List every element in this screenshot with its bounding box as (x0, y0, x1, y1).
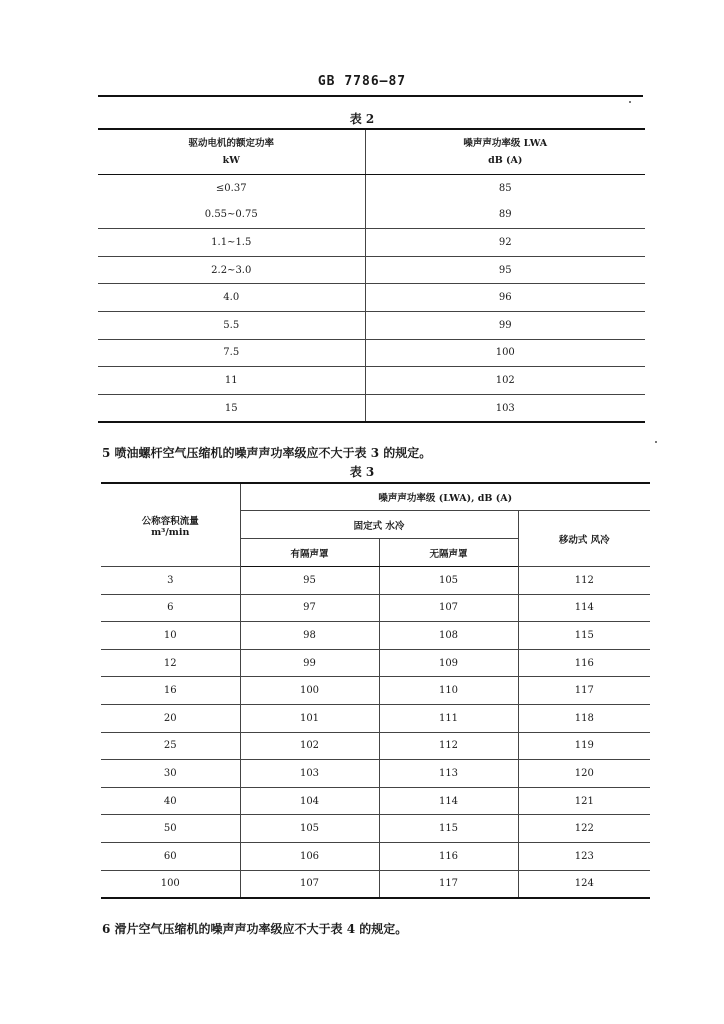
table3-cell-mobile: 116 (518, 649, 650, 677)
table2-cell-noise: 100 (365, 339, 645, 367)
table2-cell-power: 0.55~0.75 (98, 202, 365, 229)
table3-cell-without-hood: 113 (379, 760, 518, 788)
table3-cell-mobile: 118 (518, 704, 650, 732)
table-row (98, 394, 645, 422)
table3-header-noise-group: 噪声声功率级 (LWA), dB (A) (240, 483, 650, 511)
table3-cell-with-hood: 101 (240, 704, 379, 732)
table3-header-flow-label: 公称容积流量 (141, 515, 199, 527)
scan-speck (655, 441, 657, 443)
table3-cell-mobile: 112 (518, 567, 650, 595)
table3-cell-with-hood: 100 (240, 677, 379, 705)
table-row (98, 256, 645, 284)
table3-cell-without-hood: 111 (379, 704, 518, 732)
table3-cell-without-hood: 116 (379, 842, 518, 870)
table3-cell-flow: 100 (101, 870, 240, 898)
table-row (101, 842, 650, 870)
table2-cell-noise: 96 (365, 284, 645, 312)
table3-cell-without-hood: 117 (379, 870, 518, 898)
table3-body (101, 567, 650, 899)
table-row (101, 649, 650, 677)
table3-cell-flow: 20 (101, 704, 240, 732)
table2 (98, 128, 645, 423)
table2-cell-power: 7.5 (98, 339, 365, 367)
table3-cell-mobile: 114 (518, 594, 650, 622)
table3-cell-with-hood: 106 (240, 842, 379, 870)
table-row (98, 175, 645, 202)
table3-header-without-hood: 无隔声罩 (379, 539, 518, 567)
table3-cell-flow: 3 (101, 567, 240, 595)
table2-header-noise-label: 噪声声功率级 LWA (463, 138, 548, 149)
table-row (101, 567, 650, 595)
table2-cell-power: 5.5 (98, 311, 365, 339)
table2-cell-noise: 89 (498, 209, 512, 221)
table3-header-mobile: 移动式 风冷 (518, 511, 650, 567)
paragraph-6: 6 滑片空气压缩机的噪声声功率级应不大于表 4 的规定。 (102, 922, 408, 936)
table3-cell-without-hood: 115 (379, 815, 518, 843)
table-row (101, 622, 650, 650)
table3-cell-with-hood: 102 (240, 732, 379, 760)
table2-cell-noise: 85 (365, 175, 645, 202)
table3-cell-with-hood: 103 (240, 760, 379, 788)
table3-cell-with-hood: 97 (240, 594, 379, 622)
table3-cell-mobile: 119 (518, 732, 650, 760)
table2-cell-noise: 102 (365, 367, 645, 395)
table2-cell-power: 2.2~3.0 (98, 256, 365, 284)
table-row (98, 284, 645, 312)
table3-cell-with-hood: 107 (240, 870, 379, 898)
table2-header-power-unit: kW (222, 155, 240, 166)
table-row (98, 339, 645, 367)
table2-body (98, 175, 645, 423)
table3-cell-mobile: 124 (518, 870, 650, 898)
table-row (101, 815, 650, 843)
table3-cell-flow: 50 (101, 815, 240, 843)
table3-cell-with-hood: 95 (240, 567, 379, 595)
table-row (101, 760, 650, 788)
table3-cell-with-hood: 98 (240, 622, 379, 650)
table2-cell-power: 4.0 (98, 284, 365, 312)
scan-speck (629, 101, 631, 103)
table-row (98, 202, 645, 229)
table3-cell-with-hood: 104 (240, 787, 379, 815)
table3 (101, 482, 650, 899)
table3-cell-flow: 6 (101, 594, 240, 622)
table3-cell-flow: 40 (101, 787, 240, 815)
table3-cell-without-hood: 105 (379, 567, 518, 595)
table2-header-power (98, 129, 365, 175)
table3-header-flow (101, 483, 240, 567)
table2-header-power-label: 驱动电机的额定功率 (188, 138, 274, 149)
table2-cell-power: 11 (98, 367, 365, 395)
table3-cell-without-hood: 108 (379, 622, 518, 650)
table-row (98, 229, 645, 257)
table3-cell-flow: 10 (101, 622, 240, 650)
table2-cell-noise: 99 (365, 311, 645, 339)
table-row (101, 732, 650, 760)
table3-cell-without-hood: 114 (379, 787, 518, 815)
table3-header-with-hood: 有隔声罩 (240, 539, 379, 567)
table3-cell-with-hood: 99 (240, 649, 379, 677)
table3-cell-without-hood: 112 (379, 732, 518, 760)
table3-cell-with-hood: 105 (240, 815, 379, 843)
table2-cell-power: 1.1~1.5 (98, 229, 365, 257)
table-row (101, 677, 650, 705)
table3-header-fixed: 固定式 水冷 (240, 511, 518, 539)
table3-cell-mobile: 120 (518, 760, 650, 788)
table3-cell-mobile: 117 (518, 677, 650, 705)
table3-cell-without-hood: 109 (379, 649, 518, 677)
table2-header-noise (365, 129, 645, 175)
table3-cell-mobile: 122 (518, 815, 650, 843)
table3-cell-flow: 16 (101, 677, 240, 705)
table-row (101, 787, 650, 815)
table2-cell-noise: 103 (365, 394, 645, 422)
table3-cell-without-hood: 110 (379, 677, 518, 705)
table-row (101, 870, 650, 898)
table-row (101, 704, 650, 732)
table3-cell-mobile: 115 (518, 622, 650, 650)
header-rule (98, 95, 643, 97)
table2-cell-noise: 92 (365, 229, 645, 257)
table-row (101, 594, 650, 622)
table3-cell-flow: 12 (101, 649, 240, 677)
table3-caption: 表 3 (349, 465, 375, 479)
table2-cell-power: ≤0.37 (98, 175, 365, 202)
table-row (98, 367, 645, 395)
table3-cell-mobile: 123 (518, 842, 650, 870)
table3-cell-mobile: 121 (518, 787, 650, 815)
table3-cell-flow: 30 (101, 760, 240, 788)
table2-caption: 表 2 (349, 112, 375, 126)
standard-code-header: GB 7786—87 (317, 74, 407, 89)
table2-header-noise-unit: dB (A) (488, 155, 523, 166)
table3-cell-flow: 60 (101, 842, 240, 870)
table3-cell-flow: 25 (101, 732, 240, 760)
table2-cell-noise: 95 (365, 256, 645, 284)
paragraph-5: 5 喷油螺杆空气压缩机的噪声声功率级应不大于表 3 的规定。 (102, 446, 432, 460)
table-row (98, 311, 645, 339)
table3-header-flow-unit: m³/min (151, 526, 190, 538)
table3-cell-without-hood: 107 (379, 594, 518, 622)
table2-cell-power: 15 (98, 394, 365, 422)
